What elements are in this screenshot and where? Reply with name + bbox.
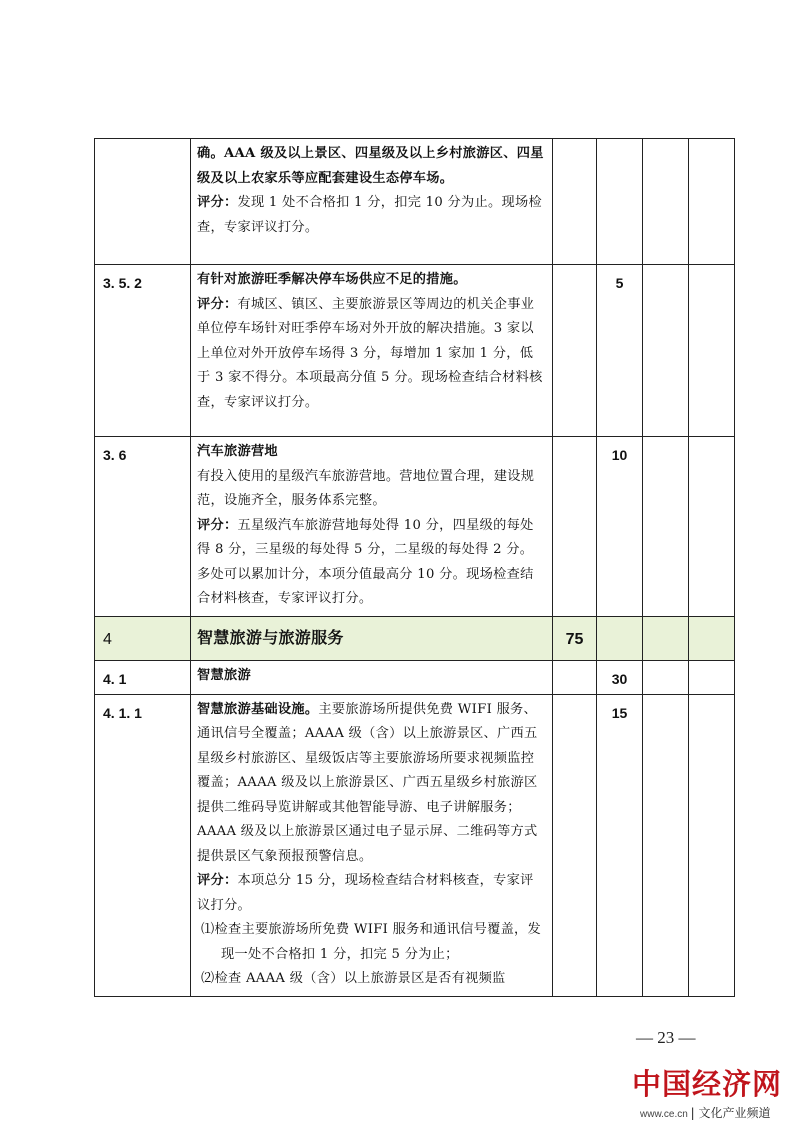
note-cell <box>689 265 735 437</box>
table-row <box>95 437 735 617</box>
criterion-desc: 有投入使用的星级汽车旅游营地。营地位置合理，建设规范，设施齐全，服务体系完整。 <box>197 468 535 508</box>
check-item: ⑴检查主要旅游场所免费 WIFI 服务和通讯信号覆盖，发现一处不合格扣 1 分，扣完 5 分为止； <box>201 922 542 962</box>
scoring-rule <box>197 293 544 416</box>
row-number: 4. 1 <box>95 660 191 694</box>
check-item: ⑵检查 AAAA 级（含）以上旅游景区是否有视频监 <box>201 971 506 986</box>
note-cell <box>689 694 735 996</box>
row-number <box>95 139 191 265</box>
total-cell: 75 <box>553 616 597 660</box>
criterion-desc-text: 主要旅游场所提供免费 WIFI 服务、通讯信号全覆盖；AAAA 级（含）以上旅游景区、广西五星级乡村旅游区、星级饭店等主要旅游场所要求视频监控覆盖；AAAA 级及以上旅游景区、广西五星级乡村旅游区提供二维码导览讲解或其他智能导游、电子讲解服务；AAAA 级及以上旅游景区通过电子显示屏、二维码等方式提供景区气象预报预警信息。 <box>197 701 538 864</box>
points-cell: 10 <box>597 437 643 617</box>
table-row <box>95 139 735 265</box>
score-cell <box>643 139 689 265</box>
row-content <box>191 694 553 996</box>
scoring-label: 评分： <box>197 296 238 312</box>
points-cell: 5 <box>597 265 643 437</box>
scoring-table <box>94 138 735 997</box>
criterion-title: 有针对旅游旺季解决停车场供应不足的措施。 <box>197 272 467 287</box>
scoring-text: 本项总分 15 分，现场检查结合材料核查，专家评议打分。 <box>197 873 534 913</box>
section-number: 4 <box>95 616 191 660</box>
score-cell <box>643 616 689 660</box>
section-row <box>95 616 735 660</box>
note-cell <box>689 660 735 694</box>
score-cell <box>643 694 689 996</box>
criterion-title: 汽车旅游营地 <box>197 444 278 459</box>
total-cell <box>553 139 597 265</box>
scoring-rule <box>197 869 544 918</box>
total-cell <box>553 694 597 996</box>
score-cell <box>643 265 689 437</box>
scoring-text: 有城区、镇区、主要旅游景区等周边的机关企事业单位停车场针对旺季停车场对外开放的解决措施。3 家以上单位对外开放停车场得 3 分，每增加 1 家加 1 分，低于 3 家不得分。本项最高分值 5 分。现场检查结合材料核查，专家评议打分。 <box>197 296 543 410</box>
total-cell <box>553 437 597 617</box>
note-cell <box>689 437 735 617</box>
score-cell <box>643 660 689 694</box>
scoring-label: 评分： <box>197 517 238 533</box>
criterion-text: 确。AAA 级及以上景区、四星级及以上乡村旅游区、四星级及以上农家乐等应配套建设生态停车场。 <box>197 146 544 186</box>
row-content <box>191 265 553 437</box>
criterion-title: 智慧旅游基础设施。 <box>197 701 319 717</box>
scoring-text: 五星级汽车旅游营地每处得 10 分，四星级的每处得 8 分，三星级的每处得 5 分，二星级的每处得 2 分。多处可以累加计分，本项分值最高分 10 分。现场检查结合材料核查，专家评议打分。 <box>197 517 534 606</box>
note-cell <box>689 139 735 265</box>
criterion-desc <box>197 698 544 870</box>
total-cell <box>553 660 597 694</box>
section-title: 智慧旅游与旅游服务 <box>191 616 553 660</box>
scoring-text: 发现 1 处不合格扣 1 分，扣完 10 分为止。现场检查，专家评议打分。 <box>197 195 542 235</box>
score-cell <box>643 437 689 617</box>
criterion-title: 智慧旅游 <box>191 660 553 694</box>
points-cell: 30 <box>597 660 643 694</box>
points-cell <box>597 616 643 660</box>
total-cell <box>553 265 597 437</box>
row-number: 4. 1. 1 <box>95 694 191 996</box>
logo-title: 中国经济网 <box>632 1067 783 1101</box>
row-number: 3. 6 <box>95 437 191 617</box>
table-row <box>95 265 735 437</box>
points-cell: 15 <box>597 694 643 996</box>
logo-channel: 文化产业频道 <box>698 1106 771 1120</box>
page-number: — 23 — <box>636 1028 696 1047</box>
logo-url: www.ce.cn <box>640 1109 688 1120</box>
table-row <box>95 660 735 694</box>
scoring-rule <box>197 191 544 240</box>
scoring-rule <box>197 514 544 612</box>
table-row <box>95 694 735 996</box>
scoring-label: 评分： <box>197 873 238 888</box>
row-number: 3. 5. 2 <box>95 265 191 437</box>
scoring-label: 评分： <box>197 195 238 210</box>
row-content <box>191 437 553 617</box>
watermark-logo <box>632 1062 792 1126</box>
logo-subline: www.ce.cn | 文化产业频道 <box>640 1106 771 1120</box>
note-cell <box>689 616 735 660</box>
row-content <box>191 139 553 265</box>
points-cell <box>597 139 643 265</box>
